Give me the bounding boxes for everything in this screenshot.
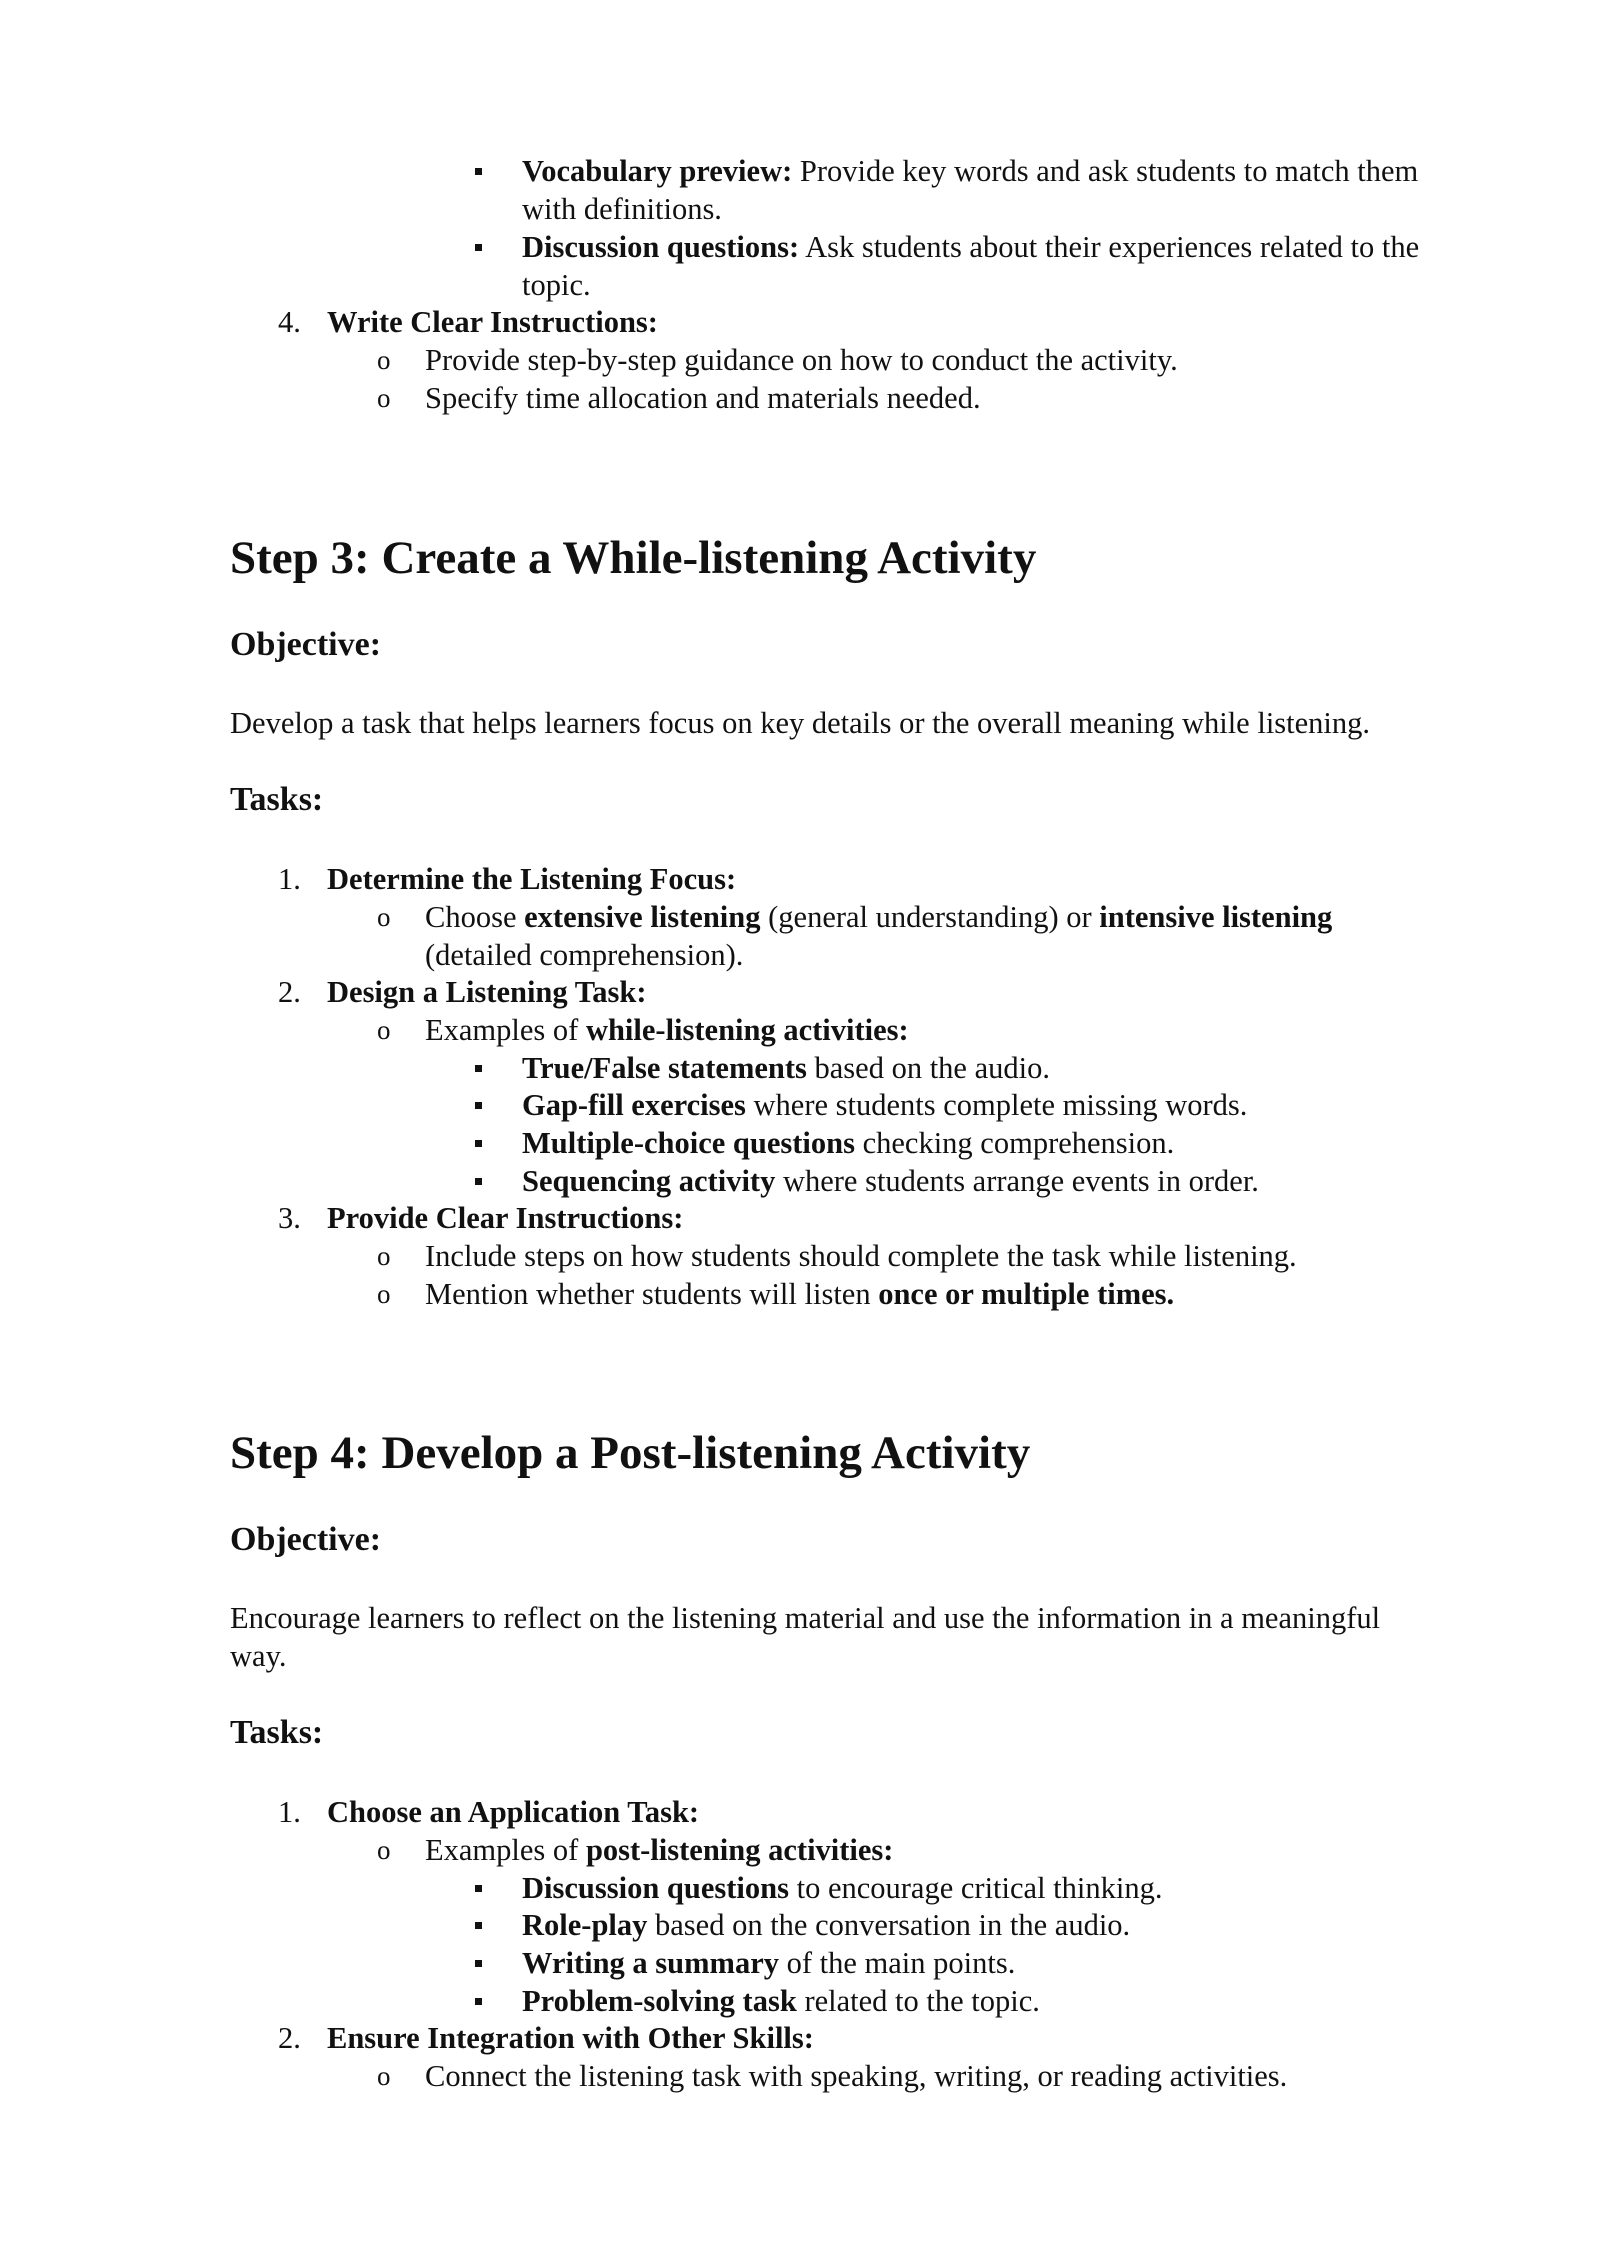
item-number: 4. [278, 305, 301, 339]
square-bullet-icon [475, 1922, 482, 1929]
item-bold-text: once or multiple times. [878, 1277, 1175, 1311]
square-bullet-icon [475, 1065, 482, 1072]
circle-bullet-icon: o [377, 902, 391, 932]
item-bold-text: Problem-solving task [522, 1984, 797, 2018]
item-bold-text: Sequencing activity [522, 1164, 776, 1198]
circle-bullet-icon: o [377, 1835, 391, 1865]
item-number: 2. [278, 975, 301, 1009]
item-label: Design a Listening Task: [327, 975, 647, 1009]
item-bold-text: Role-play [522, 1908, 648, 1942]
paragraph: Develop a task that helps learners focus on key details or the overall meaning while listening. [230, 706, 1371, 740]
section-heading: Step 3: Create a While-listening Activity [230, 532, 1037, 584]
item-bold-text: while-listening activities: [585, 1013, 909, 1047]
item-label: Determine the Listening Focus: [327, 862, 737, 896]
circle-bullet-icon: o [377, 1279, 391, 1309]
square-bullet-icon [475, 1885, 482, 1892]
item-bold-text: Discussion questions [522, 1871, 789, 1905]
item-text: Ask students about their experiences related to the [799, 230, 1420, 264]
square-bullet-icon [475, 1998, 482, 2005]
square-bullet-icon [475, 244, 482, 251]
circle-bullet-icon: o [377, 1015, 391, 1045]
item-label: Provide Clear Instructions: [327, 1201, 684, 1235]
section-heading: Step 4: Develop a Post-listening Activity [230, 1427, 1031, 1479]
item-label: Write Clear Instructions: [327, 305, 658, 339]
item-text: based on the audio. [806, 1051, 1050, 1085]
item-bold-text: post-listening activities: [585, 1833, 894, 1867]
item-text: where students complete missing words. [745, 1088, 1248, 1122]
item-number: 3. [278, 1201, 301, 1235]
item-text: where students arrange events in order. [775, 1164, 1259, 1198]
subheading: Tasks: [230, 781, 324, 818]
item-bold-text: True/False statements [522, 1051, 807, 1085]
item-number: 1. [278, 862, 301, 896]
item-text: Specify time allocation and materials needed. [425, 381, 981, 415]
item-label: Vocabulary preview: [522, 154, 793, 188]
item-text: to encourage critical thinking. [788, 1871, 1163, 1905]
item-text: Connect the listening task with speaking, writing, or reading activities. [425, 2059, 1288, 2093]
item-text: topic. [522, 268, 591, 302]
item-text: checking comprehension. [854, 1126, 1175, 1160]
item-text: Choose [425, 900, 525, 934]
item-text: related to the topic. [796, 1984, 1040, 2018]
item-text: (general understanding) or [760, 900, 1100, 934]
item-bold-text: Writing a summary [522, 1946, 779, 1980]
circle-bullet-icon: o [377, 383, 391, 413]
subheading: Objective: [230, 1521, 382, 1558]
subheading: Objective: [230, 626, 382, 663]
item-bold-text: intensive listening [1099, 900, 1333, 934]
circle-bullet-icon: o [377, 1241, 391, 1271]
item-text: Mention whether students will listen [425, 1277, 879, 1311]
square-bullet-icon [475, 168, 482, 175]
item-text: based on the conversation in the audio. [647, 1908, 1131, 1942]
item-text: Include steps on how students should complete the task while listening. [425, 1239, 1297, 1273]
item-label: Discussion questions: [522, 230, 800, 264]
item-number: 1. [278, 1795, 301, 1829]
paragraph: Encourage learners to reflect on the listening material and use the information in a meaningful [230, 1601, 1381, 1635]
item-text: Examples of [425, 1833, 586, 1867]
item-bold-text: Multiple-choice questions [522, 1126, 855, 1160]
item-text: with definitions. [522, 192, 722, 226]
item-text: Provide key words and ask students to match them [792, 154, 1419, 188]
item-text: Examples of [425, 1013, 586, 1047]
item-label: Choose an Application Task: [327, 1795, 700, 1829]
item-number: 2. [278, 2021, 301, 2055]
square-bullet-icon [475, 1140, 482, 1147]
item-text: (detailed comprehension). [425, 938, 744, 972]
paragraph-continuation: way. [230, 1639, 287, 1673]
item-text: of the main points. [779, 1946, 1016, 1980]
square-bullet-icon [475, 1960, 482, 1967]
item-bold-text: extensive listening [524, 900, 761, 934]
item-label: Ensure Integration with Other Skills: [327, 2021, 814, 2055]
circle-bullet-icon: o [377, 345, 391, 375]
circle-bullet-icon: o [377, 2061, 391, 2091]
item-bold-text: Gap-fill exercises [522, 1088, 746, 1122]
square-bullet-icon [475, 1102, 482, 1109]
square-bullet-icon [475, 1178, 482, 1185]
subheading: Tasks: [230, 1714, 324, 1751]
item-text: Provide step-by-step guidance on how to conduct the activity. [425, 343, 1178, 377]
